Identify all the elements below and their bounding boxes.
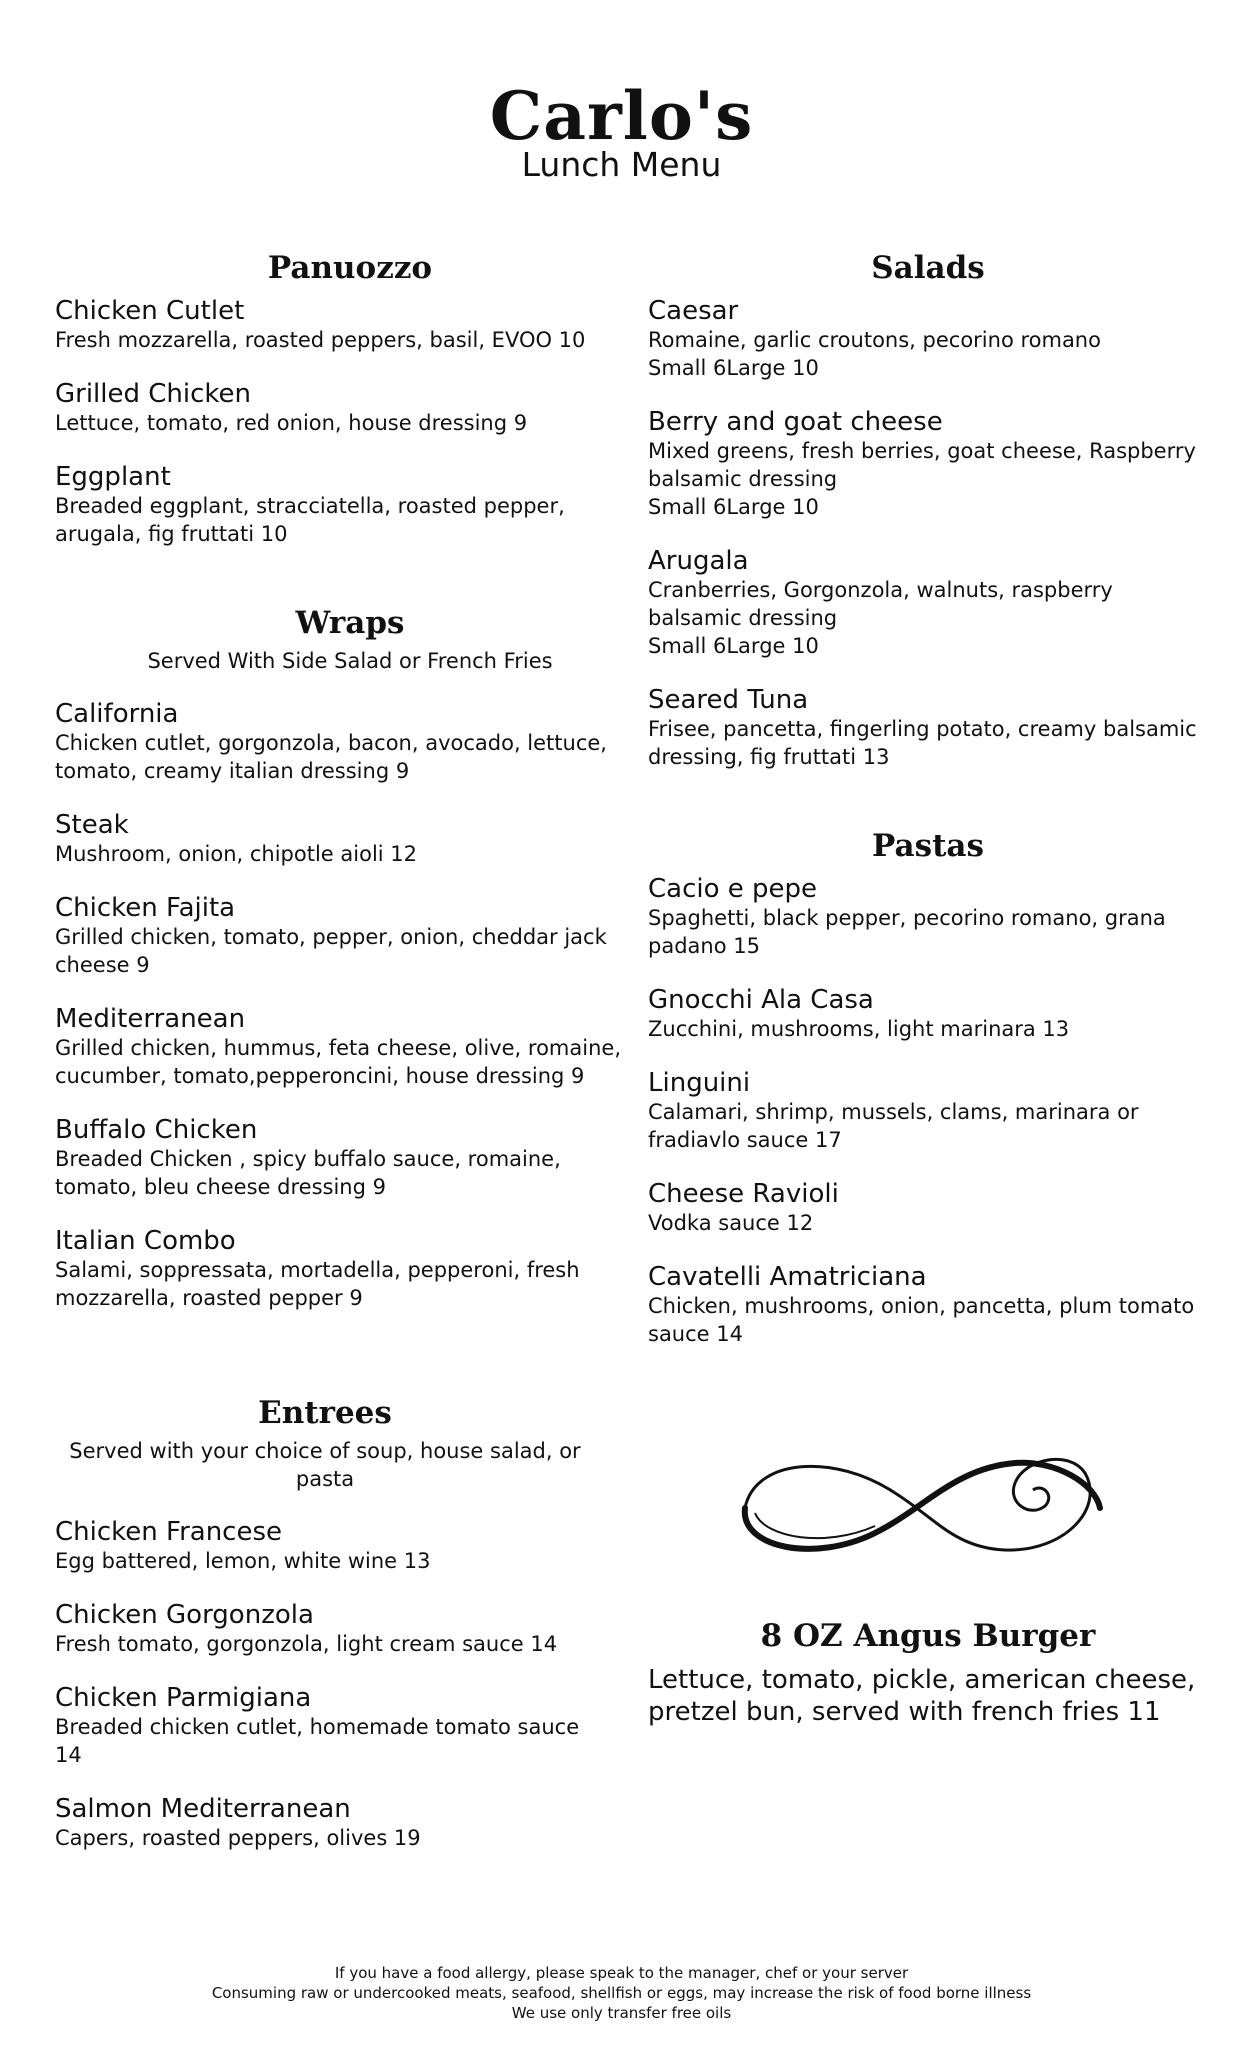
item-description: Salami, soppressata, mortadella, pepperoni, fresh mozzarella, roasted pepper 9	[55, 1258, 580, 1310]
item-description: Lettuce, tomato, red onion, house dressing 9	[55, 411, 528, 435]
menu-item	[55, 296, 645, 354]
item-description: Vodka sauce 12	[648, 1211, 814, 1235]
menu-item	[55, 1683, 595, 1769]
menu-item	[55, 1226, 645, 1312]
item-description: Chicken, mushrooms, onion, pancetta, plum tomato sauce 14	[648, 1294, 1195, 1346]
item-description: Spaghetti, black pepper, pecorino romano, grana padano 15	[648, 906, 1166, 958]
menu-item	[648, 1179, 1208, 1237]
menu-item	[55, 699, 645, 785]
item-description: Egg battered, lemon, white wine 13	[55, 1549, 431, 1573]
footer-line-warning: Consuming raw or undercooked meats, seafood, shellfish or eggs, may increase the risk of food borne illness	[211, 1984, 1032, 2002]
footer-line-allergy: If you have a food allergy, please speak to the manager, chef or your server	[334, 1964, 909, 1982]
menu-item	[55, 1115, 645, 1201]
section-title-burger: 8 OZ Angus Burger	[760, 1618, 1096, 1654]
section-title-panuozzo: Panuozzo	[267, 250, 433, 286]
section-title-salads: Salads	[871, 250, 985, 286]
burger-description: Lettuce, tomato, pickle, american cheese, pretzel bun, served with french fries 11	[648, 1665, 1196, 1727]
menu-item	[55, 462, 645, 548]
item-name: Salmon Mediterranean	[55, 1794, 351, 1824]
restaurant-name: Carlo's	[489, 77, 754, 155]
menu-header	[0, 77, 1243, 184]
item-description: Capers, roasted peppers, olives 19	[55, 1826, 421, 1850]
item-name: Chicken Parmigiana	[55, 1683, 312, 1713]
section-note-wraps: Served With Side Salad or French Fries	[147, 649, 553, 673]
item-name: Chicken Francese	[55, 1517, 283, 1547]
menu-item	[55, 1517, 595, 1575]
allergy-footer	[0, 1963, 1243, 2023]
item-name: Gnocchi Ala Casa	[648, 985, 874, 1015]
item-description: Mushroom, onion, chipotle aioli 12	[55, 842, 418, 866]
item-description: Calamari, shrimp, mussels, clams, marinara or fradiavlo sauce 17	[648, 1100, 1139, 1152]
item-name: Mediterranean	[55, 1004, 246, 1034]
item-description: Breaded eggplant, stracciatella, roasted pepper, arugala, fig fruttati 10	[55, 494, 565, 546]
item-description: Mixed greens, fresh berries, goat cheese, Raspberry balsamic dressing	[648, 439, 1196, 491]
menu-item	[648, 874, 1208, 960]
burger-section	[648, 1616, 1208, 1728]
menu-item	[55, 379, 645, 437]
item-name: Buffalo Chicken	[55, 1115, 258, 1145]
item-name: Cheese Ravioli	[648, 1179, 839, 1209]
item-name: Steak	[55, 810, 129, 840]
item-name: Cavatelli Amatriciana	[648, 1262, 927, 1292]
menu-item	[648, 1068, 1208, 1154]
menu-item	[648, 685, 1208, 771]
item-name: Cacio e pepe	[648, 874, 818, 904]
entrees-section	[55, 1393, 595, 1877]
menu-item	[55, 1004, 645, 1090]
section-title-entrees: Entrees	[258, 1395, 392, 1431]
item-name: Linguini	[648, 1068, 751, 1098]
menu-subtitle: Lunch Menu	[521, 145, 722, 184]
item-name: Chicken Cutlet	[55, 296, 245, 326]
menu-item	[648, 1262, 1208, 1348]
section-title-pastas: Pastas	[872, 828, 984, 864]
menu-item	[648, 296, 1208, 382]
item-price: Small 6Large 10	[648, 634, 819, 658]
menu-item	[648, 546, 1208, 660]
item-description: Grilled chicken, tomato, pepper, onion, cheddar jack cheese 9	[55, 925, 607, 977]
section-note-entrees: Served with your choice of soup, house salad, or pasta	[69, 1439, 581, 1491]
item-description: Fresh mozzarella, roasted peppers, basil, EVOO 10	[55, 328, 586, 352]
section-title-wraps: Wraps	[295, 605, 405, 641]
item-name: Eggplant	[55, 462, 171, 492]
menu-item	[55, 810, 645, 868]
menu-item	[55, 1794, 595, 1852]
menu-item	[648, 985, 1208, 1043]
item-description: Chicken cutlet, gorgonzola, bacon, avocado, lettuce, tomato, creamy italian dressing 9	[55, 731, 607, 783]
item-description: Breaded Chicken , spicy buffalo sauce, romaine, tomato, bleu cheese dressing 9	[55, 1147, 561, 1199]
item-name: Italian Combo	[55, 1226, 236, 1256]
left-column	[55, 248, 645, 1337]
item-description: Frisee, pancetta, fingerling potato, creamy balsamic dressing, fig fruttati 13	[648, 717, 1197, 769]
item-name: Seared Tuna	[648, 685, 809, 715]
item-description: Romaine, garlic croutons, pecorino romano	[648, 328, 1101, 352]
menu-item	[648, 407, 1208, 521]
item-description: Breaded chicken cutlet, homemade tomato sauce 14	[55, 1715, 580, 1767]
menu-item	[55, 1600, 595, 1658]
item-description: Cranberries, Gorgonzola, walnuts, raspberry balsamic dressing	[648, 578, 1113, 630]
item-name: Arugala	[648, 546, 749, 576]
footer-line-oils: We use only transfer free oils	[511, 2004, 732, 2022]
swirl-ornament-icon	[725, 1438, 1120, 1573]
item-name: Chicken Gorgonzola	[55, 1600, 314, 1630]
item-name: California	[55, 699, 179, 729]
item-description: Grilled chicken, hummus, feta cheese, olive, romaine, cucumber, tomato,pepperoncini, house dressing 9	[55, 1036, 621, 1088]
item-name: Grilled Chicken	[55, 379, 252, 409]
item-name: Caesar	[648, 296, 739, 326]
item-price: Small 6Large 10	[648, 495, 819, 519]
item-name: Berry and goat cheese	[648, 407, 943, 437]
item-name: Chicken Fajita	[55, 893, 236, 923]
item-description: Fresh tomato, gorgonzola, light cream sauce 14	[55, 1632, 558, 1656]
item-price: Small 6Large 10	[648, 356, 819, 380]
right-column	[648, 248, 1208, 1373]
item-description: Zucchini, mushrooms, light marinara 13	[648, 1017, 1070, 1041]
menu-item	[55, 893, 645, 979]
